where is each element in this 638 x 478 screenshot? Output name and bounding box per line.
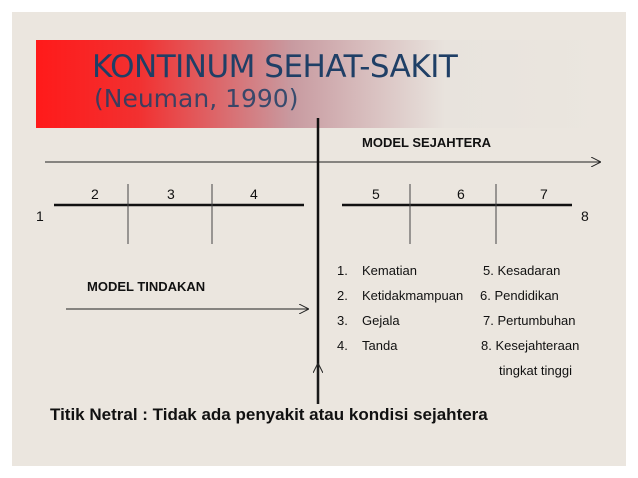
list-item-right: 6. Pendidikan — [480, 288, 559, 303]
list-item-number: 4. — [337, 338, 348, 353]
scale-number-5: 5 — [372, 186, 380, 202]
list-item-right: 5. Kesadaran — [483, 263, 561, 278]
scale-number-7: 7 — [540, 186, 548, 202]
list-item-left: Kematian — [362, 263, 417, 278]
list-item-left: Tanda — [362, 338, 398, 353]
scale-number-4: 4 — [250, 186, 258, 202]
page-subtitle: (Neuman, 1990) — [94, 84, 299, 113]
scale-number-8: 8 — [581, 208, 589, 224]
list-item-number: 2. — [337, 288, 348, 303]
list-item-continuation: tingkat tinggi — [499, 363, 572, 378]
list-item-left: Gejala — [362, 313, 400, 328]
continuum-diagram — [12, 12, 626, 466]
list-item-right: 8. Kesejahteraan — [481, 338, 580, 353]
scale-number-2: 2 — [91, 186, 99, 202]
scale-number-6: 6 — [457, 186, 465, 202]
list-item-number: 1. — [337, 263, 348, 278]
scale-number-3: 3 — [167, 186, 175, 202]
list-item-right: 7. Pertumbuhan — [483, 313, 576, 328]
model-sejahtera-label: MODEL SEJAHTERA — [362, 135, 492, 150]
page-title: KONTINUM SEHAT-SAKIT — [92, 49, 458, 85]
neutral-point-caption: Titik Netral : Tidak ada penyakit atau kondisi sejahtera — [50, 405, 488, 424]
scale-number-1: 1 — [36, 208, 44, 224]
list-item-number: 3. — [337, 313, 348, 328]
list-item-left: Ketidakmampuan — [362, 288, 464, 303]
model-tindakan-label: MODEL TINDAKAN — [87, 279, 206, 294]
slide — [12, 12, 626, 466]
